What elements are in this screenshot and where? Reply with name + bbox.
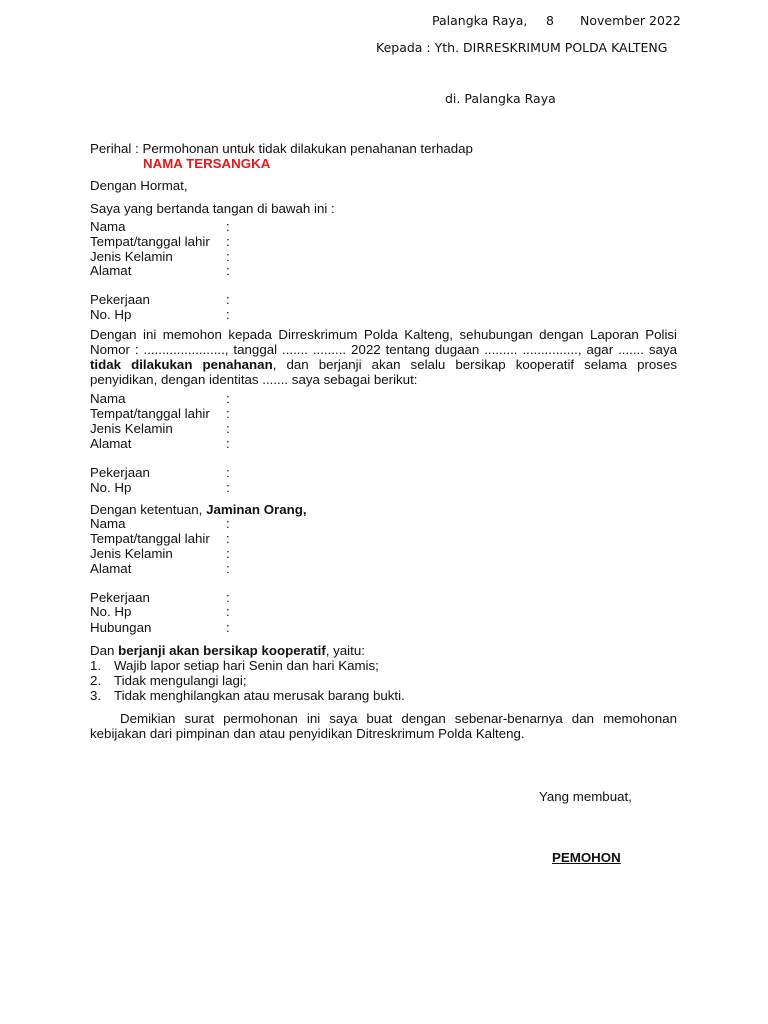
text: Dengan ketentuan, bbox=[90, 502, 207, 517]
date-month-year: November 2022 bbox=[580, 13, 681, 28]
field-label: Alamat bbox=[90, 263, 132, 278]
field-label: Pekerjaan bbox=[90, 292, 150, 307]
field-colon: : bbox=[226, 620, 230, 635]
bold-text: berjanji akan bersikap kooperatif bbox=[118, 643, 326, 658]
suspect-name: NAMA TERSANGKA bbox=[143, 156, 271, 171]
item-number: 2. bbox=[90, 673, 102, 688]
subject-line: Perihal : Permohonan untuk tidak dilakukan penahanan terhadap bbox=[90, 141, 473, 156]
field-colon: : bbox=[226, 234, 230, 249]
field-row bbox=[90, 234, 230, 249]
field-label: Alamat bbox=[90, 561, 132, 576]
guarantee-line bbox=[90, 502, 307, 517]
field-label: No. Hp bbox=[90, 604, 132, 619]
field-colon: : bbox=[226, 219, 230, 234]
field-label: Jenis Kelamin bbox=[90, 421, 173, 436]
list-item bbox=[90, 673, 247, 688]
field-colon: : bbox=[226, 480, 230, 495]
item-text: Tidak menghilangkan atau merusak barang bukti. bbox=[114, 688, 405, 703]
field-row bbox=[90, 546, 230, 561]
item-number: 1. bbox=[90, 658, 102, 673]
field-row bbox=[90, 421, 230, 436]
field-label: Nama bbox=[90, 391, 126, 406]
field-row bbox=[90, 263, 230, 278]
field-colon: : bbox=[226, 516, 230, 531]
item-number: 3. bbox=[90, 688, 102, 703]
request-paragraph bbox=[90, 327, 677, 387]
field-label: Nama bbox=[90, 219, 126, 234]
list-item bbox=[90, 658, 379, 673]
field-label: Nama bbox=[90, 516, 126, 531]
field-row bbox=[90, 249, 230, 264]
field-label: Tempat/tanggal lahir bbox=[90, 234, 210, 249]
text: Dengan ini memohon kepada Dirreskrimum Polda Kalteng, sehubungan dengan Laporan Polisi Nomor : ......................, tanggal ....... ......... 2022 tentang dugaan ......... ..............., agar ....... saya bbox=[90, 327, 677, 357]
field-row bbox=[90, 620, 230, 635]
field-colon: : bbox=[226, 436, 230, 451]
bold-text: Jaminan Orang, bbox=[206, 502, 307, 517]
text: Dan bbox=[90, 643, 119, 658]
signoff: Yang membuat, bbox=[539, 789, 632, 804]
signer: PEMOHON bbox=[552, 850, 621, 865]
field-row bbox=[90, 307, 230, 322]
field-row bbox=[90, 604, 230, 619]
bold-text: tidak dilakukan penahanan bbox=[90, 357, 273, 372]
recipient-place: di. Palangka Raya bbox=[445, 91, 556, 106]
item-text: Tidak mengulangi lagi; bbox=[114, 673, 247, 688]
field-colon: : bbox=[226, 604, 230, 619]
field-row bbox=[90, 531, 230, 546]
field-row bbox=[90, 406, 230, 421]
field-colon: : bbox=[226, 531, 230, 546]
field-label: Pekerjaan bbox=[90, 465, 150, 480]
greeting: Dengan Hormat, bbox=[90, 178, 188, 193]
field-label: Tempat/tanggal lahir bbox=[90, 406, 210, 421]
field-label: No. Hp bbox=[90, 307, 132, 322]
date-day: 8 bbox=[546, 13, 554, 28]
field-colon: : bbox=[226, 546, 230, 561]
field-row bbox=[90, 516, 230, 531]
field-row bbox=[90, 391, 230, 406]
field-colon: : bbox=[226, 465, 230, 480]
closing-paragraph: Demikian surat permohonan ini saya buat dengan sebenar-benarnya dan memohonan kebijakan dari pimpinan dan atau penyidikan Ditreskrimum Polda Kalteng. bbox=[90, 711, 677, 741]
field-label: Hubungan bbox=[90, 620, 152, 635]
field-row bbox=[90, 590, 230, 605]
list-item bbox=[90, 688, 405, 703]
field-colon: : bbox=[226, 406, 230, 421]
field-colon: : bbox=[226, 590, 230, 605]
date-city: Palangka Raya, bbox=[432, 13, 528, 28]
field-colon: : bbox=[226, 391, 230, 406]
intro: Saya yang bertanda tangan di bawah ini : bbox=[90, 201, 335, 216]
field-label: Jenis Kelamin bbox=[90, 249, 173, 264]
field-colon: : bbox=[226, 307, 230, 322]
field-label: Tempat/tanggal lahir bbox=[90, 531, 210, 546]
field-row bbox=[90, 436, 230, 451]
field-label: Alamat bbox=[90, 436, 132, 451]
recipient: Kepada : Yth. DIRRESKRIMUM POLDA KALTENG bbox=[376, 40, 668, 55]
item-text: Wajib lapor setiap hari Senin dan hari Kamis; bbox=[114, 658, 379, 673]
field-row bbox=[90, 480, 230, 495]
field-row bbox=[90, 465, 230, 480]
field-label: Pekerjaan bbox=[90, 590, 150, 605]
field-colon: : bbox=[226, 263, 230, 278]
field-row bbox=[90, 219, 230, 234]
field-colon: : bbox=[226, 292, 230, 307]
field-colon: : bbox=[226, 249, 230, 264]
field-row bbox=[90, 292, 230, 307]
text: , yaitu: bbox=[325, 643, 365, 658]
promise-line bbox=[90, 643, 365, 658]
field-label: Jenis Kelamin bbox=[90, 546, 173, 561]
field-colon: : bbox=[226, 421, 230, 436]
field-label: No. Hp bbox=[90, 480, 132, 495]
field-colon: : bbox=[226, 561, 230, 576]
field-row bbox=[90, 561, 230, 576]
text: , dan berjanji akan selalu bersikap kooperatif selama proses penyidikan, dengan identitas ....... saya sebagai berikut: bbox=[90, 357, 677, 387]
